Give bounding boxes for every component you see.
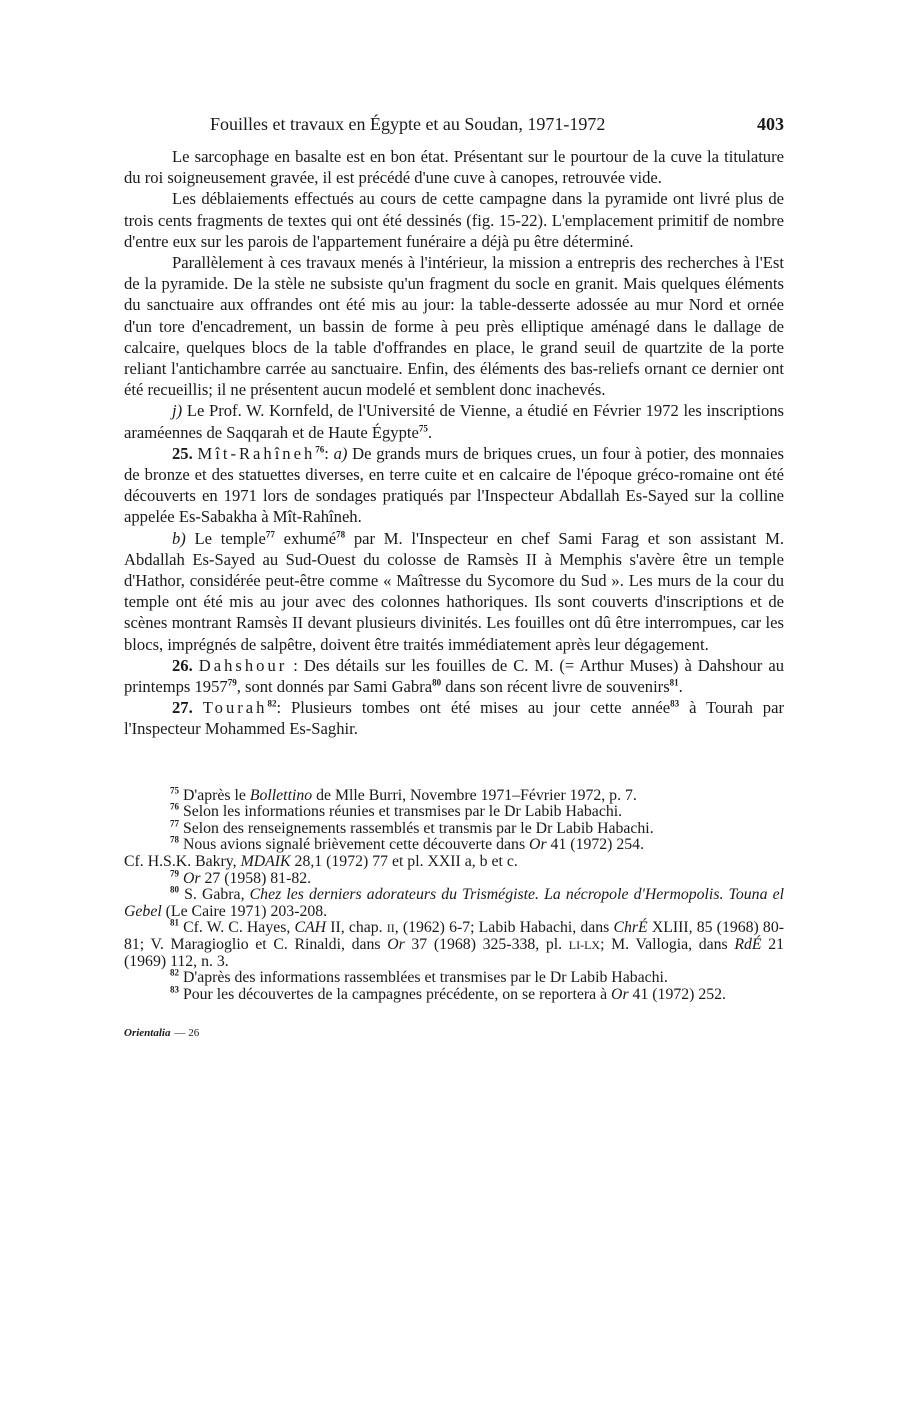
footnote-ref: 76 (315, 444, 325, 455)
running-title: Fouilles et travaux en Égypte et au Soudan, 1971-1972 (210, 114, 606, 134)
footnote-82: $^{82}$ D'après des informations rassemblées et transmises par le Dr Labib Habachi. (170, 967, 668, 987)
footnote-ref: 79 (227, 677, 237, 688)
paragraph-recherches: Parallèlement à ces travaux menés à l'intérieur, la mission a entrepris des recherches à l'Est de la pyramide. De la stèle ne subsiste qu'un fragment du socle en granit. Mais quelques éléments du sanctuaire aux offrandes ont été mis au jour: la table-desserte adossée au mur Nord et ornée d'un tore d'encadrement, un bassin de forme à peu près elliptique aménagé dans le dallage de calcaire, quelques blocs de la table d'offrandes en place, le grand seuil de quartzite de la porte reliant l'antichambre carrée au sanctuaire. Enfin, des éléments des bas-reliefs ornant ce dernier ont été recueillis; il ne présentent aucun modelé et semblent donc inachevés. (124, 253, 784, 400)
footnote-ref: 83 (670, 698, 680, 709)
section-number: 26. (172, 655, 193, 675)
footnote-79: $^{79}$ Or 27 (1958) 81-82. (170, 868, 312, 887)
footnote-ref: 77 (265, 529, 275, 540)
footnote-ref: 75 (418, 423, 428, 434)
journal-name: Orientalia (124, 1027, 171, 1040)
site-name: Dahshour (198, 655, 288, 675)
paragraph-mit-rahineh: 25. Mît-Rahîneh$^{76}$: a) De grands murs de briques crues, un four à potier, des monnaies de bronze et des statuettes diverses, en terre cuite et en calcaire de l'époque gréco-romaine ont été découverts en 1971 lors de sondages pratiqués par l'Inspecteur Abdallah Es-Sayed sur la colline appelée Es-Sabakha à Mît-Rahîneh. (124, 443, 784, 527)
paragraph-tourah: 27. Tourah$^{82}$: Plusieurs tombes ont été mises au jour cette année$^{83}$ à Tourah par l'Inspecteur Mohammed Es-Saghir. (124, 698, 784, 739)
paragraph-dahshour: 26. Dahshour : Des détails sur les fouilles de C. M. (= Arthur Muses) à Dahshour au printemps 1957$^{79}$, sont donnés par Sami Gabra$^{80}$ dans son récent livre de souvenirs$^{81}$. (124, 655, 784, 697)
footnote-81: $^{81}$ Cf. W. C. Hayes, CAH II, chap. II, (1962) 6-7; Labib Habachi, dans ChrÉ XLIII, 85 (1968) 80-81; V. Maragioglio et C. Rinaldi, dans Or 37 (1968) 325-338, pl. LI-LX; M. Vallogia, dans RdÉ 21 (1969) 112, n. 3. (124, 918, 785, 970)
signature-mark: — 26 (174, 1027, 200, 1040)
footnote-ref: 78 (336, 529, 346, 540)
item-letter: j) (172, 401, 183, 421)
footnotes (124, 785, 785, 1004)
running-head (210, 112, 784, 136)
footnote-ref: 80 (432, 677, 442, 688)
footnote-83: $^{83}$ Pour les découvertes de la campagnes précédente, on se reportera à Or 41 (1972) 252. (170, 984, 726, 1003)
signature-line (124, 1027, 784, 1039)
footnote-78: $^{78}$ Nous avions signalé brièvement cette découverte dans Or 41 (1972) 254. (170, 835, 645, 854)
footnote-76: $^{76}$ Selon les informations réunies et transmises par le Dr Labib Habachi. (170, 802, 623, 821)
footnote-78-continued: Cf. H.S.K. Bakry, MDAIK 28,1 (1972) 77 et pl. XXII a, b et c. (124, 853, 518, 871)
paragraph-kornfeld: j) Le Prof. W. Kornfeld, de l'Université de Vienne, a étudié en Février 1972 les inscriptions araméennes de Saqqarah et de Haute Égypte$^{75}$. (124, 401, 784, 442)
paragraph-temple: b) Le temple$^{77}$ exhumé$^{78}$ par M. l'Inspecteur en chef Sami Farag et son assistant M. Abdallah Es-Sayed au Sud-Ouest du colosse de Ramsès II à Memphis s'avère être un temple d'Hathor, considérée peut-être comme « Maîtresse du Sycomore du Sud ». Les murs de la cour du temple ont été mis au jour avec des colonnes hathoriques. Ils sont couverts d'inscriptions et de scènes montrant Ramsès II devant plusieurs divinités. Les fouilles ont dû être interrompues, car les blocs, imprégnés de salpêtre, doivent être traités immédiatement après leur dégagement. (124, 528, 785, 654)
section-number: 27. (172, 698, 193, 718)
footnote-75: $^{75}$ D'après le Bollettino de Mlle Burri, Novembre 1971–Février 1972, p. 7. (170, 785, 637, 804)
footnote-ref: 81 (669, 677, 679, 688)
section-number: 25. (172, 443, 193, 463)
main-text (124, 146, 784, 740)
site-name: Tourah (202, 698, 268, 718)
footnote-77: $^{77}$ Selon des renseignements rassemblés et transmis par le Dr Labib Habachi. (170, 818, 654, 837)
paragraph-deblaiements: Les déblaiements effectués au cours de cette campagne dans la pyramide ont livré plus de trois cents fragments de textes qui ont été dessinés (fig. 15-22). L'emplacement primitif de nombre d'entre eux sur les parois de l'appartement funéraire a déjà pu être déterminé. (124, 189, 784, 251)
site-name: Mît-Rahîneh (197, 443, 316, 463)
page (124, 112, 784, 1039)
page-number: 403 (757, 114, 784, 134)
footnote-80: $^{80}$ S. Gabra, Chez les derniers adorateurs du Trismégiste. La nécropole d'Hermopolis. Touna el Gebel (Le Caire 1971) 203-208. (124, 884, 784, 920)
paragraph-sarcophage: Le sarcophage en basalte est en bon état. Présentant sur le pourtour de la cuve la titulature du roi soigneusement gravée, il est précédé d'une cuve à canopes, retrouvée vide. (124, 147, 784, 188)
item-letter: a) (333, 443, 348, 463)
footnote-ref: 82 (267, 698, 277, 709)
item-letter: b) (172, 528, 186, 548)
